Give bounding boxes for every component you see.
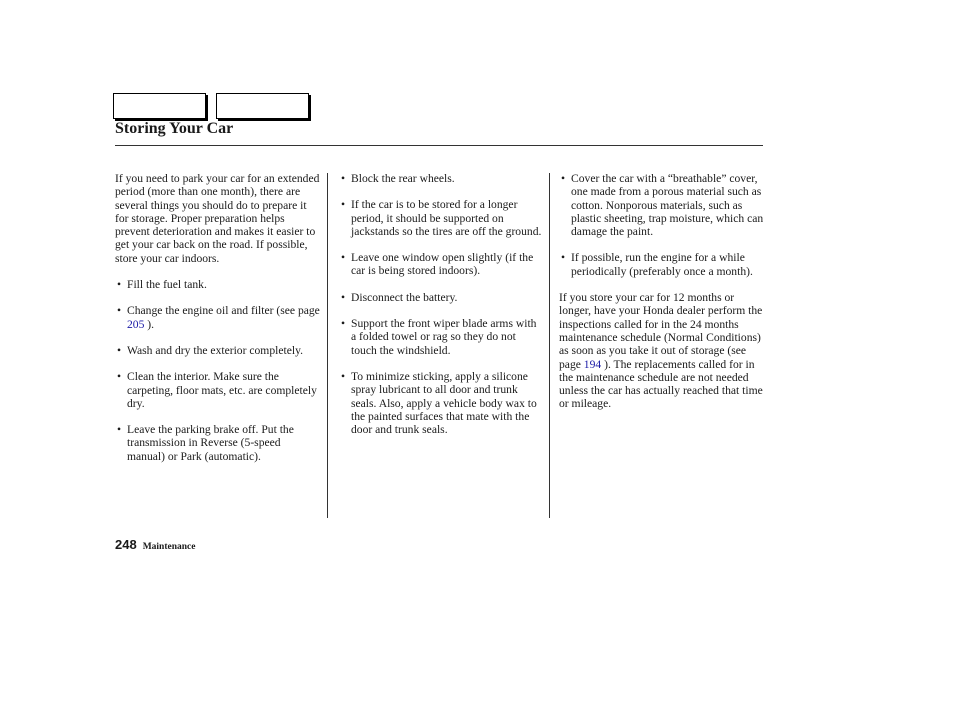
page-number: 248 [115, 537, 137, 552]
column-2 [339, 172, 544, 449]
list-item: • Wash and dry the exterior completely. [117, 343, 304, 357]
list-item: • To minimize sticking, apply a silicone spray lubricant to all door and trunk seals. Also, apply a vehicle body wax to the painted surfaces that mate with the door and trunk seals. [341, 369, 537, 437]
list-item: • If possible, run the engine for a while periodically (preferably once a month). [561, 251, 753, 278]
bullet-icon: • [117, 343, 122, 357]
bullet-icon: • [341, 369, 346, 383]
bullet-icon: • [341, 317, 346, 331]
bullet-list-3 [559, 172, 764, 278]
list-item: • Change the engine oil and filter (see page 205 ). [117, 304, 320, 331]
bullet-list-2 [339, 172, 544, 436]
bullet-icon: • [117, 370, 122, 384]
intro-paragraph: If you need to park your car for an extended period (more than one month), there are several things you should do to prepare it for storage. Proper preparation helps prevent deterioration and makes it easier to get your car back on the road. If possible, store your car indoors. [115, 172, 320, 265]
list-item: • If the car is to be stored for a longer period, it should be supported on jackstands so the tires are off the ground. [341, 198, 542, 238]
page-footer [115, 536, 195, 554]
title-divider [115, 145, 763, 146]
bullet-icon: • [561, 251, 566, 265]
page-link-205[interactable]: 205 [127, 317, 145, 331]
column-3 [559, 172, 764, 424]
list-item: • Disconnect the battery. [341, 290, 458, 304]
list-item: • Leave the parking brake off. Put the transmission in Reverse (5-speed manual) or Park (automatic). [117, 423, 294, 463]
bullet-list-1 [115, 278, 320, 463]
list-item: • Fill the fuel tank. [117, 278, 207, 292]
page-link-194[interactable]: 194 [583, 357, 602, 371]
bullet-icon: • [117, 423, 122, 437]
bullet-icon: • [341, 198, 346, 212]
bullet-icon: • [117, 278, 122, 292]
column-1 [115, 172, 320, 476]
page-title: Storing Your Car [115, 120, 234, 137]
bullet-icon: • [341, 290, 346, 304]
bullet-icon: • [341, 172, 346, 185]
section-name: Maintenance [142, 542, 196, 552]
column-divider [549, 173, 550, 518]
bullet-icon: • [341, 251, 346, 265]
nav-button-1[interactable] [113, 93, 206, 119]
list-item: • Cover the car with a “breathable” cover, one made from a porous material such as cotton. Nonporous materials, such as plastic sheeting, trap moisture, which can damage the paint. [561, 172, 764, 239]
list-item: • Clean the interior. Make sure the carpeting, floor mats, etc. are completely dry. [117, 370, 317, 410]
bullet-icon: • [561, 172, 566, 185]
list-item: • Leave one window open slightly (if the car is being stored indoors). [341, 251, 534, 278]
list-item: • Block the rear wheels. [341, 172, 455, 185]
nav-button-2[interactable] [216, 93, 309, 119]
storage-inspection-paragraph: If you store your car for 12 months or longer, have your Honda dealer perform the inspections called for in the 24 months maintenance schedule (Normal Conditions) as soon as you take it out of storage (see page 194 ). The replacements called for in the maintenance schedule are not needed unless the car has actually reached that time or mileage. [559, 291, 763, 411]
column-divider [327, 173, 328, 518]
list-item: • Support the front wiper blade arms with a folded towel or rag so they do not touch the windshield. [341, 317, 537, 357]
bullet-icon: • [117, 304, 122, 318]
